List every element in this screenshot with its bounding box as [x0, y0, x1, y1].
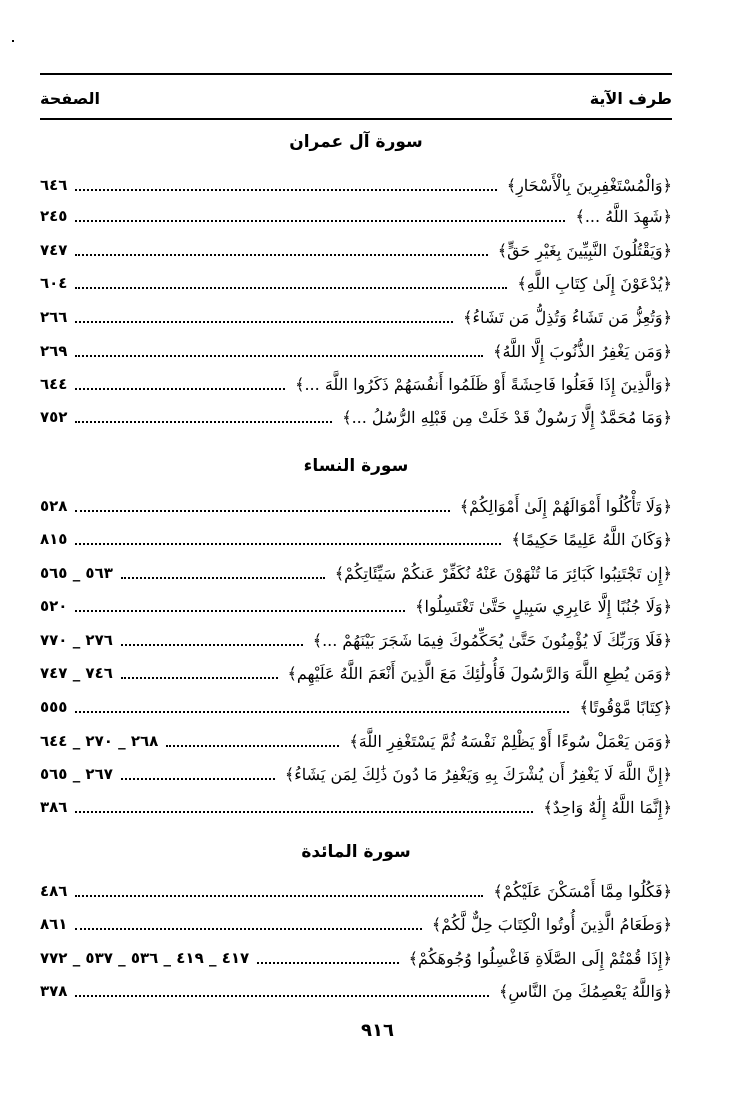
leader-dots [166, 745, 339, 747]
page-ref: ٦٤٦ [40, 176, 68, 194]
header-bottom-rule [40, 118, 672, 120]
page-ref: ٢٤٥ [40, 207, 68, 225]
page-number: ٩١٦ [361, 1020, 394, 1041]
verse-text: ﴿وَكَانَ اللَّهُ عَلِيمًا حَكِيمًا﴾ [511, 529, 672, 549]
index-entry [40, 625, 672, 655]
leader-dots [257, 962, 399, 964]
verse-text: ﴿وَمَن يَغْفِرُ الذُّنُوبَ إِلَّا اللَّهُ﴾ [493, 341, 672, 361]
verse-text: ﴿وَمَن يَعْمَلْ سُوءًا أَوْ يَظْلِمْ نَفْسَهُ ثُمَّ يَسْتَغْفِرِ اللَّهَ﴾ [349, 731, 672, 751]
leader-dots [75, 421, 332, 423]
page-ref: ٧٥٢ [40, 408, 68, 426]
page-ref: ٢٦٨ _ ٢٧٠ _ ٦٤٤ [40, 732, 159, 750]
verse-text: ﴿وَيَقْتُلُونَ النَّبِيِّينَ بِغَيْرِ حَقٍّ﴾ [497, 240, 672, 260]
page-ref: ٦٠٤ [40, 274, 68, 292]
page-ref: ٢٦٧ _ ٥٦٥ [40, 765, 113, 783]
index-entry [40, 170, 672, 200]
page-ref: ٦٤٤ [40, 375, 68, 393]
index-entry [40, 943, 672, 973]
index-header [40, 70, 672, 112]
verse-text: ﴿إِذَا قُمْتُمْ إِلَى الصَّلَاةِ فَاغْسِلُوا وُجُوهَكُمْ﴾ [408, 948, 672, 968]
index-entry [40, 302, 672, 332]
page-ref: ٢٦٦ [40, 308, 68, 326]
verse-text: ﴿وَطَعَامُ الَّذِينَ أُوتُوا الْكِتَابَ حِلٌّ لَّكُمْ﴾ [431, 914, 672, 934]
leader-dots [75, 895, 483, 897]
page-ref: ٢٦٩ [40, 342, 68, 360]
page-ref: ٥٦٣ _ ٥٦٥ [40, 564, 113, 582]
section-title: سورة المائدة [301, 842, 411, 862]
leader-dots [75, 254, 487, 256]
verse-text: ﴿وَمَن يُطِعِ اللَّهَ وَالرَّسُولَ فَأُولَٰئِكَ مَعَ الَّذِينَ أَنْعَمَ اللَّهُ عَلَيْهِم﴾ [287, 663, 672, 683]
index-entry [40, 591, 672, 621]
index-entry [40, 692, 672, 722]
scan-speck [12, 40, 14, 42]
index-entry [40, 909, 672, 939]
verse-text: ﴿شَهِدَ اللَّهُ ...﴾ [575, 206, 672, 226]
index-entry [40, 369, 672, 399]
verse-text: ﴿وَاللَّهُ يَعْصِمُكَ مِنَ النَّاسِ﴾ [498, 981, 672, 1001]
index-entry [40, 658, 672, 688]
leader-dots [75, 610, 405, 612]
verse-text: ﴿وَتُعِزُّ مَن تَشَاءُ وَتُذِلُّ مَن تَشَاءُ﴾ [463, 307, 672, 327]
header-page-label: الصفحة [40, 89, 101, 108]
header-verse-label: طرف الآية [589, 89, 672, 108]
verse-text: ﴿كِتَابًا مَّوْقُوتًا﴾ [579, 697, 672, 717]
page-ref: ٨٦١ [40, 915, 68, 933]
leader-dots [75, 220, 565, 222]
verse-text: ﴿وَلَا تَأْكُلُوا أَمْوَالَهُمْ إِلَىٰ أَمْوَالِكُمْ﴾ [459, 496, 672, 516]
section-title: سورة النساء [303, 456, 409, 476]
verse-text: ﴿فَكُلُوا مِمَّا أَمْسَكْنَ عَلَيْكُمْ﴾ [493, 881, 672, 901]
page-ref: ٥٢٠ [40, 597, 68, 615]
verse-text: ﴿إِنَّ اللَّهَ لَا يَغْفِرُ أَن يُشْرَكَ بِهِ وَيَغْفِرُ مَا دُونَ ذَٰلِكَ لِمَن يَشَاءُ﴾ [284, 764, 672, 784]
page-ref: ٧٤٦ _ ٧٤٧ [40, 664, 113, 682]
verse-text: ﴿وَمَا مُحَمَّدٌ إِلَّا رَسُولٌ قَدْ خَلَتْ مِن قَبْلِهِ الرُّسُلُ ...﴾ [342, 407, 672, 427]
leader-dots [121, 577, 325, 579]
index-entry [40, 235, 672, 265]
page-ref: ٢٧٦ _ ٧٧٠ [40, 631, 113, 649]
section-title: سورة آل عمران [289, 132, 423, 152]
index-entry [40, 201, 672, 231]
page-ref: ٥٥٥ [40, 698, 68, 716]
verse-text: ﴿فَلَا وَرَبِّكَ لَا يُؤْمِنُونَ حَتَّىٰ يُحَكِّمُوكَ فِيمَا شَجَرَ بَيْنَهُمْ ...﴾ [312, 630, 672, 650]
leader-dots [75, 287, 507, 289]
index-entry [40, 336, 672, 366]
leader-dots [75, 388, 285, 390]
leader-dots [75, 995, 489, 997]
page-ref: ٣٧٨ [40, 982, 68, 1000]
index-entry [40, 524, 672, 554]
leader-dots [121, 677, 278, 679]
verse-text: ﴿وَالْمُسْتَغْفِرِينَ بِالْأَسْحَارِ﴾ [506, 175, 672, 195]
verse-text: ﴿يُدْعَوْنَ إِلَىٰ كِتَابِ اللَّهِ﴾ [517, 273, 672, 293]
index-entry [40, 976, 672, 1006]
page-ref: ٥٢٨ [40, 497, 68, 515]
leader-dots [75, 321, 453, 323]
index-entry [40, 792, 672, 822]
leader-dots [75, 811, 533, 813]
leader-dots [75, 928, 421, 930]
leader-dots [75, 510, 449, 512]
page-ref: ٣٨٦ [40, 798, 68, 816]
page-ref: ٧٤٧ [40, 241, 68, 259]
index-entry [40, 558, 672, 588]
index-entry [40, 759, 672, 789]
leader-dots [121, 644, 303, 646]
page-ref: ٤٨٦ [40, 882, 68, 900]
leader-dots [75, 189, 496, 191]
verse-text: ﴿إِن تَجْتَنِبُوا كَبَائِرَ مَا تُنْهَوْنَ عَنْهُ نُكَفِّرْ عَنكُمْ سَيِّئَاتِكُمْ﴾ [334, 563, 672, 583]
leader-dots [121, 778, 275, 780]
index-entry [40, 726, 672, 756]
index-entry [40, 268, 672, 298]
page-ref: ٤١٧ _ ٤١٩ _ ٥٣٦ _ ٥٣٧ _ ٧٧٢ [40, 949, 250, 967]
verse-text: ﴿إِنَّمَا اللَّهُ إِلَٰهٌ وَاحِدٌ﴾ [543, 797, 672, 817]
index-entry [40, 876, 672, 906]
verse-text: ﴿وَالَّذِينَ إِذَا فَعَلُوا فَاحِشَةً أَوْ ظَلَمُوا أَنفُسَهُمْ ذَكَرُوا اللَّهَ ...﴾ [295, 374, 672, 394]
verse-text: ﴿وَلَا جُنُبًا إِلَّا عَابِرِي سَبِيلٍ حَتَّىٰ تَغْتَسِلُوا﴾ [415, 596, 672, 616]
index-entry [40, 491, 672, 521]
page-ref: ٨١٥ [40, 530, 68, 548]
index-entry [40, 402, 672, 432]
leader-dots [75, 355, 483, 357]
leader-dots [75, 543, 501, 545]
leader-dots [75, 711, 569, 713]
